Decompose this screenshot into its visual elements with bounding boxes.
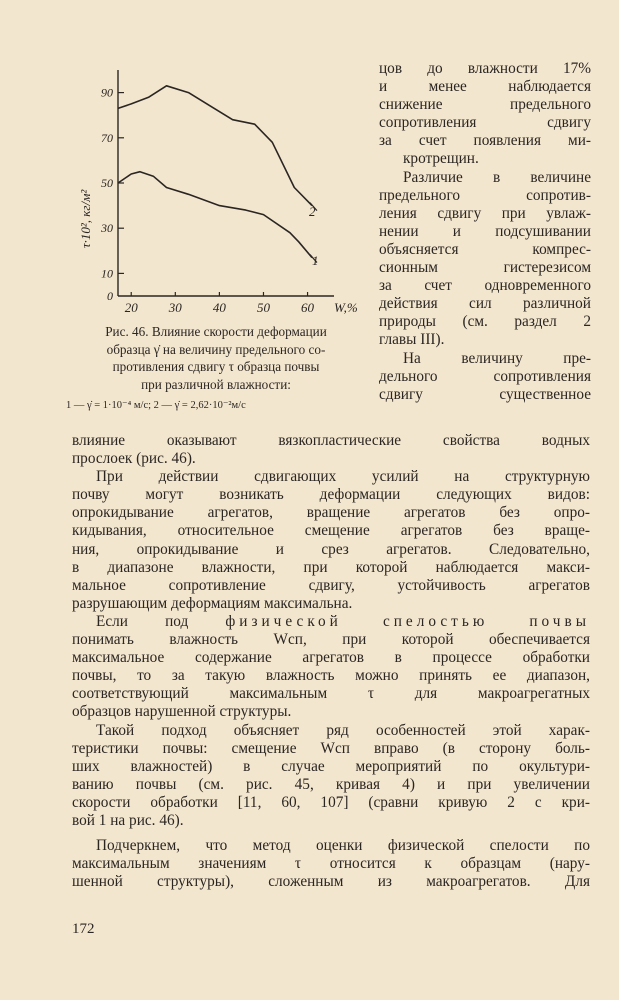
y-tick-label: 0 — [107, 289, 113, 303]
x-tick-label: 40 — [212, 300, 226, 315]
text-line: скорости обработки [11, 60, 107] (сравни кривую 2 с кри- — [72, 793, 590, 811]
text-line: прослоек (рис. 46). — [72, 450, 196, 468]
y-tick-label: 70 — [101, 130, 113, 145]
text-line: за счет появления ми- — [379, 132, 591, 150]
series-line-2 — [118, 86, 312, 206]
x-tick-label: 30 — [168, 300, 182, 315]
text-line: ния, опрокидывание и срез агрегатов. Следовательно, — [72, 540, 590, 558]
text-line: предельного сопротив- — [379, 186, 591, 204]
curve-label-2: 2 — [309, 204, 316, 219]
text-line: понимать влажность Wсп, при которой обеспечивается — [72, 631, 590, 649]
text-segment: Если под — [96, 612, 189, 630]
text-line: теристики почвы: смещение Wсп вправо (в сторону боль- — [72, 739, 590, 757]
text-line: сопротивления сдвигу — [379, 114, 591, 132]
text-line: природы (см. раздел 2 — [379, 313, 591, 331]
text-line: действия сил различной — [379, 295, 591, 313]
text-line: Различие в величине — [403, 168, 591, 186]
y-tick-label: 10 — [101, 266, 113, 281]
right-column-text — [379, 60, 591, 404]
text-line: почвы, то за такую влажность можно принять ее диапазон, — [72, 667, 590, 685]
x-axis-title: W,% — [334, 300, 358, 315]
text-line: вой 1 на рис. 46). — [72, 811, 184, 829]
caption-legend: 1 — γ̇ = 1·10⁻⁴ м/с; 2 — γ̇ = 2,62·10⁻²м/с — [66, 400, 246, 411]
caption-line: при различной влажности: — [141, 376, 291, 392]
x-tick-label: 20 — [124, 300, 138, 315]
page-number: 172 — [72, 921, 95, 937]
text-line: нении и подсушивании — [379, 222, 591, 240]
x-tick-label: 50 — [256, 300, 270, 315]
text-line: в диапазоне влажности, при которой наблюдается макси- — [72, 558, 590, 576]
text-line: объясняется компрес- — [379, 240, 591, 258]
text-line: цов до влажности 17% — [379, 60, 591, 77]
text-line: На величину пре- — [403, 349, 591, 367]
text-line: главы III). — [379, 331, 445, 349]
text-line: максимальным значениям τ относится к образцам (нару- — [72, 855, 590, 873]
spaced-term: физической спелостью почвы — [225, 612, 590, 630]
text-line: Такой подход объясняет ряд особенностей этой харак- — [96, 721, 590, 739]
text-line: почву могут возникать деформации следующих видов: — [72, 486, 590, 504]
text-line: максимальное содержание агрегатов в процессе обработки — [72, 649, 590, 667]
text-line: за счет одновременного — [379, 277, 591, 295]
y-axis-title: τ·10², кг/м² — [78, 189, 93, 248]
text-line: ших влажностей) в случае мероприятий по окультури- — [72, 757, 590, 775]
curve-label-1: 1 — [312, 253, 319, 268]
text-line: опрокидывание агрегатов, вращение агрегатов без опро- — [72, 504, 590, 522]
y-tick-label: 50 — [101, 176, 113, 190]
caption-line: образца γ̇ на величину предельного со- — [106, 341, 326, 357]
text-line: мальное сопротивление сдвигу, устойчивость агрегатов — [72, 576, 590, 594]
text-line: разрушающим деформациям максимальна. — [72, 594, 353, 612]
y-tick-label: 30 — [101, 221, 113, 236]
text-line: кротрещин. — [403, 150, 479, 168]
text-line: дельного сопротивления — [379, 367, 591, 385]
text-line: влияние оказывают вязкопластические свойства водных — [72, 432, 590, 449]
text-line: образцов нарушенной структуры. — [72, 703, 292, 721]
series-line-1 — [118, 172, 312, 258]
text-line: ления сдвигу при увлаж- — [379, 204, 591, 222]
text-line: сионным гистерезисом — [379, 259, 591, 277]
text-line: и менее наблюдается — [379, 78, 591, 96]
caption-line: противления сдвигу τ образца почвы — [112, 359, 320, 374]
text-line: Подчеркнем, что метод оценки физической спелости по — [96, 837, 590, 855]
x-tick-label: 60 — [301, 300, 315, 315]
text-line: шенной структуры), сложенным из макроагрегатов. Для — [72, 873, 590, 891]
text-line: снижение предельного — [379, 96, 591, 114]
caption-line: Рис. 46. Влияние скорости деформации — [105, 324, 327, 339]
text-line: кидывания, относительное смещение агрегатов без враще- — [72, 522, 590, 540]
text-line: ванию почвы (см. рис. 45, кривая 4) и при увеличении — [72, 775, 590, 793]
figure-46 — [72, 58, 372, 320]
figure-caption — [66, 323, 366, 415]
text-line: При действии сдвигающих усилий на структурную — [96, 468, 590, 486]
y-tick-label: 90 — [101, 85, 113, 100]
text-line: сдвигу существенное — [379, 385, 591, 403]
text-line — [72, 613, 590, 631]
main-text — [72, 432, 590, 891]
line-chart — [72, 58, 372, 320]
text-line: соответствующий максимальным τ для макроагрегатных — [72, 685, 590, 703]
